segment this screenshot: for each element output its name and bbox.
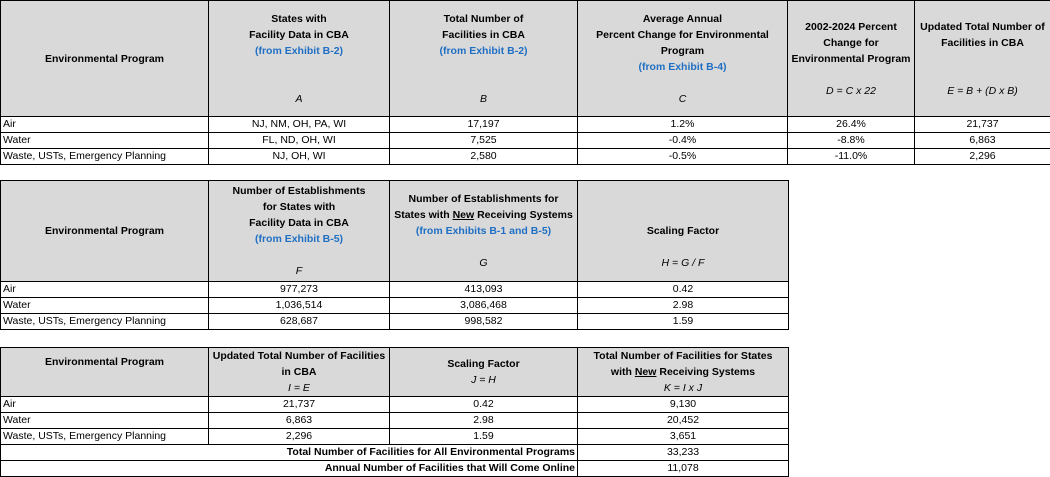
- header-environmental-program: Environmental Program: [1, 348, 209, 397]
- table-row: [1, 117, 1050, 133]
- header-average-annual-percent-change: Average Annual Percent Change for Environmental Program (from Exhibit B-4) C: [578, 1, 788, 117]
- annual-facilities-value: 11,078: [578, 461, 789, 477]
- program-cell: Water: [1, 133, 209, 149]
- scaling-factor-cell: 0.42: [390, 397, 578, 413]
- header-updated-total-facilities: Updated Total Number of Facilities in CBA E = B + (D x B): [915, 1, 1050, 117]
- annual-change-cell: -0.4%: [578, 133, 788, 149]
- header-environmental-program: Environmental Program: [1, 181, 209, 282]
- header-environmental-program: Environmental Program: [1, 1, 209, 117]
- establishments-cba-cell: 977,273: [209, 282, 390, 298]
- table-row: [1, 133, 1050, 149]
- period-change-cell: -8.8%: [788, 133, 915, 149]
- annual-facilities-row: [1, 461, 789, 477]
- states-cell: NJ, NM, OH, PA, WI: [209, 117, 390, 133]
- annual-change-cell: 1.2%: [578, 117, 788, 133]
- total-all-programs-row: [1, 445, 789, 461]
- updated-total-cell: 21,737: [915, 117, 1050, 133]
- period-change-cell: 26.4%: [788, 117, 915, 133]
- table-row: [1, 429, 789, 445]
- header-updated-total-facilities: Updated Total Number of Facilities in CBA I = E: [209, 348, 390, 397]
- table-row: [1, 314, 789, 330]
- updated-total-cell: 2,296: [915, 149, 1050, 165]
- states-cell: NJ, OH, WI: [209, 149, 390, 165]
- scaling-factor-cell: 2.98: [390, 413, 578, 429]
- new-systems-total-cell: 3,651: [578, 429, 789, 445]
- header-establishments-cba-states: Number of Establishments for States with Facility Data in CBA (from Exhibit B-5) F: [209, 181, 390, 282]
- header-scaling-factor: Scaling Factor H = G / F: [578, 181, 789, 282]
- program-cell: Waste, USTs, Emergency Planning: [1, 429, 209, 445]
- total-facilities-cell: 7,525: [390, 133, 578, 149]
- facility-growth-table: [0, 0, 1050, 165]
- header-scaling-factor: Scaling Factor J = H: [390, 348, 578, 397]
- updated-total-cell: 6,863: [209, 413, 390, 429]
- annual-facilities-label: Annual Number of Facilities that Will Come Online: [1, 461, 578, 477]
- program-cell: Water: [1, 298, 209, 314]
- program-cell: Air: [1, 282, 209, 298]
- header-states-with-facility-data: States with Facility Data in CBA (from Exhibit B-2) A: [209, 1, 390, 117]
- table-row: [1, 397, 789, 413]
- scaling-factor-cell: 2.98: [578, 298, 789, 314]
- scaling-factor-cell: 0.42: [578, 282, 789, 298]
- total-all-programs-value: 33,233: [578, 445, 789, 461]
- establishments-cba-cell: 1,036,514: [209, 298, 390, 314]
- table-row: [1, 282, 789, 298]
- updated-total-cell: 6,863: [915, 133, 1050, 149]
- program-cell: Water: [1, 413, 209, 429]
- scaling-factor-cell: 1.59: [578, 314, 789, 330]
- header-total-facilities: Total Number of Facilities in CBA (from Exhibit B-2) B: [390, 1, 578, 117]
- total-all-programs-label: Total Number of Facilities for All Environmental Programs: [1, 445, 578, 461]
- program-cell: Waste, USTs, Emergency Planning: [1, 149, 209, 165]
- new-systems-facilities-table: [0, 347, 789, 477]
- program-cell: Air: [1, 117, 209, 133]
- program-cell: Waste, USTs, Emergency Planning: [1, 314, 209, 330]
- states-cell: FL, ND, OH, WI: [209, 133, 390, 149]
- total-facilities-cell: 17,197: [390, 117, 578, 133]
- header-2002-2024-percent-change: 2002-2024 Percent Change for Environmental Program D = C x 22: [788, 1, 915, 117]
- total-facilities-cell: 2,580: [390, 149, 578, 165]
- annual-change-cell: -0.5%: [578, 149, 788, 165]
- table-row: [1, 149, 1050, 165]
- header-establishments-new-systems: Number of Establishments for States with New Receiving Systems (from Exhibits B-1 and B-5) G: [390, 181, 578, 282]
- establishments-new-cell: 413,093: [390, 282, 578, 298]
- scaling-factor-table: [0, 180, 789, 330]
- program-cell: Air: [1, 397, 209, 413]
- header-total-facilities-new-systems: Total Number of Facilities for States with New Receiving Systems K = I x J: [578, 348, 789, 397]
- establishments-new-cell: 3,086,468: [390, 298, 578, 314]
- updated-total-cell: 2,296: [209, 429, 390, 445]
- scaling-factor-cell: 1.59: [390, 429, 578, 445]
- new-systems-total-cell: 20,452: [578, 413, 789, 429]
- period-change-cell: -11.0%: [788, 149, 915, 165]
- establishments-new-cell: 998,582: [390, 314, 578, 330]
- new-systems-total-cell: 9,130: [578, 397, 789, 413]
- table-row: [1, 413, 789, 429]
- establishments-cba-cell: 628,687: [209, 314, 390, 330]
- table-row: [1, 298, 789, 314]
- updated-total-cell: 21,737: [209, 397, 390, 413]
